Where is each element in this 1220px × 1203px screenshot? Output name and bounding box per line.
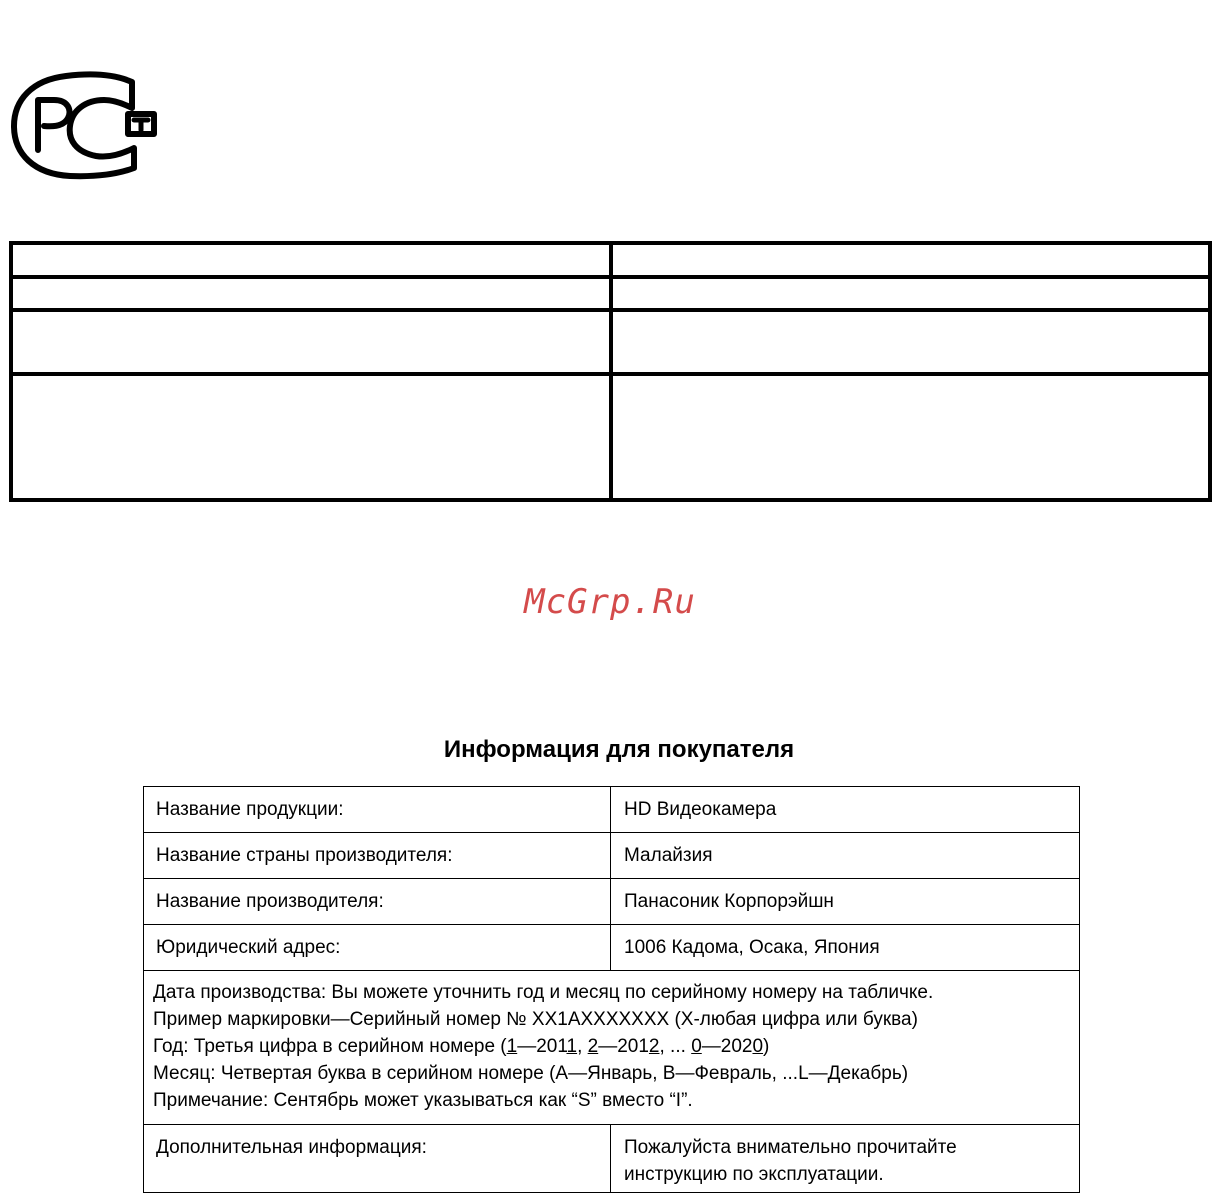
row-value: 1006 Кадома, Осака, Япония — [611, 925, 1080, 971]
row-value: HD Видеокамера — [611, 787, 1080, 833]
date-info-line: Дата производства: Вы можете уточнить год и месяц по серийному номеру на табличке. — [153, 982, 934, 1003]
row-value: Пожалуйста внимательно прочитайте инструкцию по эксплуатации. — [611, 1125, 1080, 1193]
row-label: Дополнительная информация: — [144, 1125, 611, 1193]
date-info-line: Примечание: Сентябрь может указываться как “S” вместо “I”. — [153, 1090, 693, 1111]
buyer-info-table — [143, 786, 1080, 1193]
cert-cell — [11, 277, 611, 310]
date-info-cell — [144, 971, 1080, 1125]
date-info-line: Пример маркировки—Серийный номер № XX1AXXXXXXX (X-любая цифра или буква) — [153, 1009, 918, 1030]
date-info-line: Год: Третья цифра в серийном номере (1—2011, 2—2012, ... 0—2020) — [153, 1036, 770, 1057]
cert-cell — [611, 310, 1211, 374]
table-row — [144, 925, 1080, 971]
watermark: McGrp.Ru — [524, 582, 696, 622]
table-row — [144, 833, 1080, 879]
row-label: Название производителя: — [144, 879, 611, 925]
cert-cell — [611, 277, 1211, 310]
row-value: Панасоник Корпорэйшн — [611, 879, 1080, 925]
row-label: Юридический адрес: — [144, 925, 611, 971]
cert-cell — [611, 243, 1211, 277]
date-info-row — [144, 971, 1080, 1125]
row-value: Малайзия — [611, 833, 1080, 879]
row-label: Название страны производителя: — [144, 833, 611, 879]
row-label: Название продукции: — [144, 787, 611, 833]
page-title: Информация для покупателя — [443, 736, 795, 763]
cert-cell — [11, 243, 611, 277]
certificate-table — [9, 241, 1212, 502]
date-info-line: Месяц: Четвертая буква в серийном номере (A—Январь, B—Февраль, ...L—Декабрь) — [153, 1063, 909, 1084]
cert-cell — [611, 374, 1211, 500]
table-row — [144, 787, 1080, 833]
table-row — [144, 879, 1080, 925]
cert-cell — [11, 310, 611, 374]
table-row — [144, 1125, 1080, 1193]
pct-certification-mark-icon — [10, 70, 160, 180]
cert-cell — [11, 374, 611, 500]
